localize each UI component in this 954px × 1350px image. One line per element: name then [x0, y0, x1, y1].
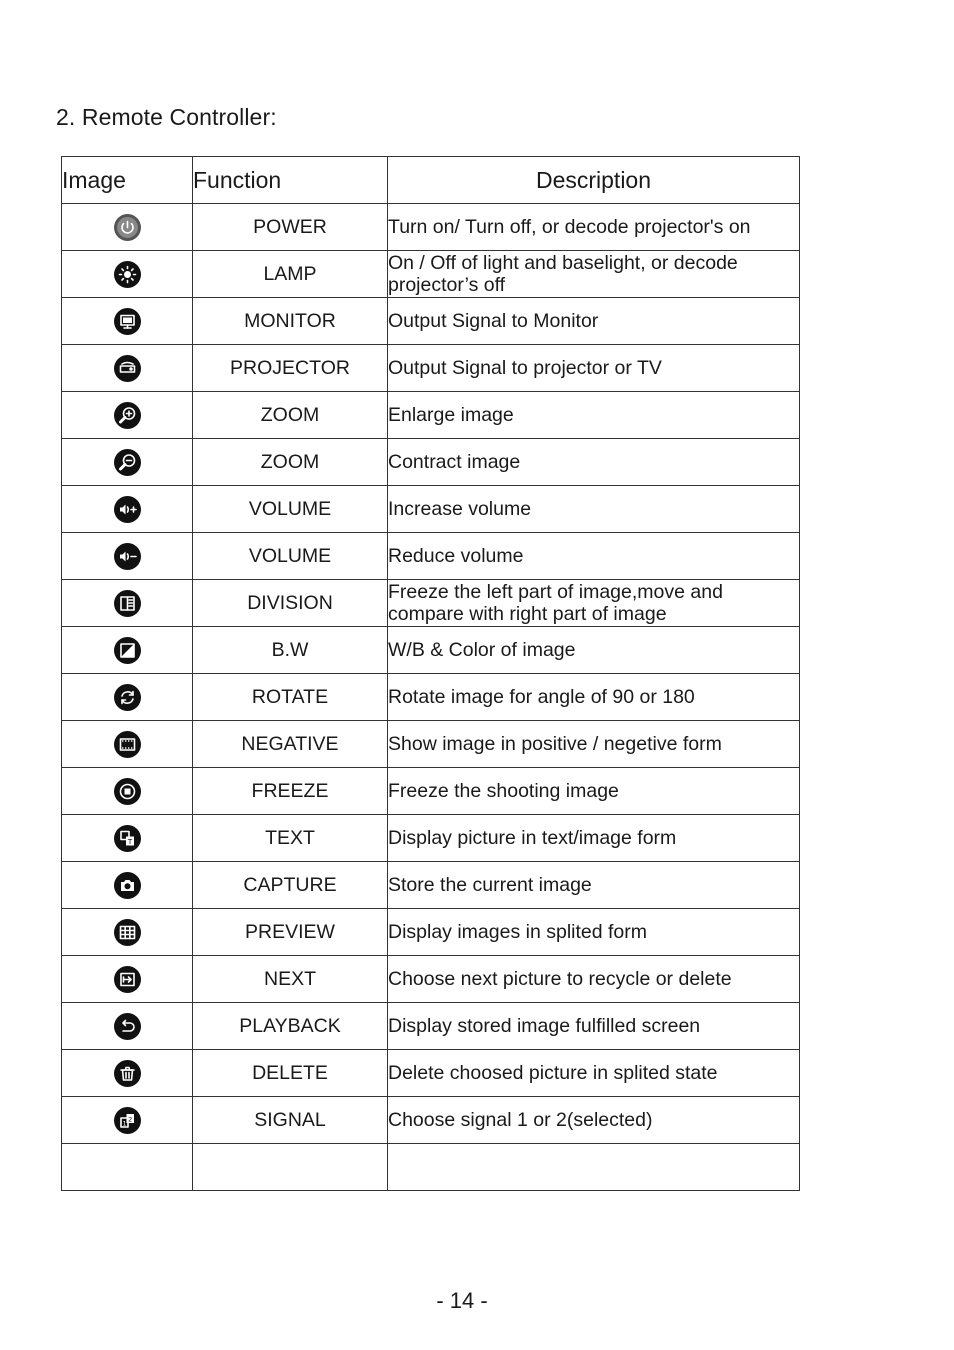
cell-image	[62, 1050, 193, 1097]
cell-description: Reduce volume	[388, 533, 800, 580]
signal-icon	[113, 1106, 142, 1135]
table-row	[62, 204, 800, 251]
cell-description: Delete choosed picture in splited state	[388, 1050, 800, 1097]
cell-description: On / Off of light and baselight, or decode projector’s off	[388, 251, 800, 298]
cell-description: Contract image	[388, 439, 800, 486]
table-header-row	[62, 157, 800, 204]
next-icon	[113, 965, 142, 994]
cell-function: ROTATE	[193, 674, 388, 721]
cell-description: Show image in positive / negetive form	[388, 721, 800, 768]
table-row	[62, 862, 800, 909]
cell-image	[62, 721, 193, 768]
cell-description: Output Signal to Monitor	[388, 298, 800, 345]
cell-image	[62, 674, 193, 721]
table-row	[62, 768, 800, 815]
cell-description: Freeze the shooting image	[388, 768, 800, 815]
empty-cell	[193, 1144, 388, 1191]
table-row	[62, 298, 800, 345]
cell-function: B.W	[193, 627, 388, 674]
svg-text:T: T	[127, 837, 132, 846]
remote-controller-table	[61, 156, 800, 1191]
svg-text:1: 1	[122, 1120, 126, 1127]
table-row	[62, 674, 800, 721]
cell-image	[62, 627, 193, 674]
cell-image	[62, 439, 193, 486]
table-row	[62, 815, 800, 862]
cell-image	[62, 345, 193, 392]
cell-function: PLAYBACK	[193, 1003, 388, 1050]
cell-image	[62, 768, 193, 815]
svg-text:2: 2	[127, 1115, 132, 1123]
page-number: - 14 -	[436, 1288, 488, 1313]
empty-cell	[388, 1144, 800, 1191]
volume-down-icon	[113, 542, 142, 571]
cell-description: Display picture in text/image form	[388, 815, 800, 862]
cell-description: W/B & Color of image	[388, 627, 800, 674]
cell-image	[62, 909, 193, 956]
table-row	[62, 909, 800, 956]
cell-function: VOLUME	[193, 533, 388, 580]
cell-description: Enlarge image	[388, 392, 800, 439]
table-row	[62, 345, 800, 392]
cell-image	[62, 580, 193, 627]
camera-icon	[113, 871, 142, 900]
projector-icon	[113, 354, 142, 383]
cell-function: SIGNAL	[193, 1097, 388, 1144]
cell-description: Display images in splited form	[388, 909, 800, 956]
table-row	[62, 251, 800, 298]
playback-icon	[113, 1012, 142, 1041]
table-row	[62, 439, 800, 486]
table-row	[62, 580, 800, 627]
cell-description: Choose next picture to recycle or delete	[388, 956, 800, 1003]
table-row-empty	[62, 1144, 800, 1191]
cell-function: CAPTURE	[193, 862, 388, 909]
empty-cell	[62, 1144, 193, 1191]
cell-function: PREVIEW	[193, 909, 388, 956]
division-icon	[113, 589, 142, 618]
cell-function: NEXT	[193, 956, 388, 1003]
table-row	[62, 392, 800, 439]
table-row	[62, 1050, 800, 1097]
cell-image	[62, 298, 193, 345]
lamp-icon	[113, 260, 142, 289]
cell-image	[62, 1003, 193, 1050]
table-row	[62, 721, 800, 768]
cell-description: Display stored image fulfilled screen	[388, 1003, 800, 1050]
freeze-icon	[113, 777, 142, 806]
cell-image	[62, 956, 193, 1003]
cell-description: Increase volume	[388, 486, 800, 533]
text-icon	[113, 824, 142, 853]
section-title: 2. Remote Controller:	[56, 104, 277, 130]
table-row	[62, 486, 800, 533]
zoom-in-icon	[113, 401, 142, 430]
table-row	[62, 1003, 800, 1050]
cell-image	[62, 392, 193, 439]
header-function: Function	[193, 157, 388, 204]
cell-function: ZOOM	[193, 439, 388, 486]
cell-image	[62, 862, 193, 909]
cell-function: MONITOR	[193, 298, 388, 345]
header-description: Description	[388, 157, 800, 204]
cell-description: Output Signal to projector or TV	[388, 345, 800, 392]
cell-image	[62, 1097, 193, 1144]
table-row	[62, 956, 800, 1003]
cell-function: DIVISION	[193, 580, 388, 627]
volume-up-icon	[113, 495, 142, 524]
cell-function: DELETE	[193, 1050, 388, 1097]
cell-image	[62, 486, 193, 533]
cell-image	[62, 204, 193, 251]
bw-icon	[113, 636, 142, 665]
cell-image	[62, 815, 193, 862]
cell-function: POWER	[193, 204, 388, 251]
cell-function: ZOOM	[193, 392, 388, 439]
cell-image	[62, 533, 193, 580]
preview-grid-icon	[113, 918, 142, 947]
monitor-icon	[113, 307, 142, 336]
negative-icon	[113, 730, 142, 759]
table-row	[62, 533, 800, 580]
cell-function: VOLUME	[193, 486, 388, 533]
cell-description: Store the current image	[388, 862, 800, 909]
cell-function: PROJECTOR	[193, 345, 388, 392]
cell-function: TEXT	[193, 815, 388, 862]
header-image: Image	[62, 157, 193, 204]
table-row	[62, 627, 800, 674]
cell-function: FREEZE	[193, 768, 388, 815]
cell-description: Rotate image for angle of 90 or 180	[388, 674, 800, 721]
cell-description: Freeze the left part of image,move and compare with right part of image	[388, 580, 800, 627]
cell-function: NEGATIVE	[193, 721, 388, 768]
cell-image	[62, 251, 193, 298]
zoom-out-icon	[113, 448, 142, 477]
rotate-icon	[113, 683, 142, 712]
cell-description: Turn on/ Turn off, or decode projector's on	[388, 204, 800, 251]
power-icon	[113, 213, 142, 242]
table-row	[62, 1097, 800, 1144]
cell-function: LAMP	[193, 251, 388, 298]
cell-description: Choose signal 1 or 2(selected)	[388, 1097, 800, 1144]
trash-icon	[113, 1059, 142, 1088]
